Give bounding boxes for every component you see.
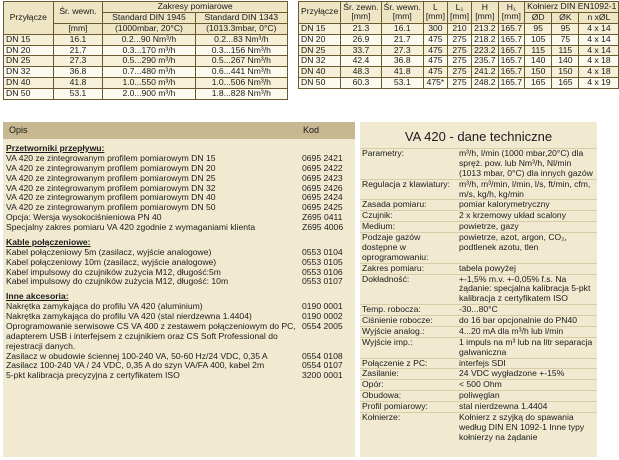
table-cell: 300	[423, 23, 447, 34]
item-code: 0695 2426	[302, 182, 343, 193]
item-description: Nakrętka zamykająca do profilu VA 420 (aluminium)	[6, 301, 203, 312]
table-cell: 0.5...267 Nm³/h	[195, 56, 287, 67]
table-cell: 1.0...506 Nm³/h	[195, 78, 287, 89]
spec-row	[360, 390, 597, 401]
table-cell: 1.8...828 Nm³/h	[195, 89, 287, 100]
list-item	[3, 371, 355, 381]
table-cell: 210	[447, 23, 471, 34]
table-cell: DN 40	[299, 67, 341, 78]
specs-title: VA 420 - dane techniczne	[360, 122, 597, 148]
table-cell: 4 x 14	[579, 23, 619, 34]
item-description: Zasilacz 100-240 VA / 24 VDC, 0,35 A do szyn VA/FA 400, kabel 2m	[6, 360, 265, 371]
spec-row	[360, 148, 597, 179]
table-cell: 95	[525, 23, 552, 34]
table-cell: 41.8	[53, 78, 103, 89]
spec-label: Podzaje gazów dostępne w oprogramowaniu:	[362, 232, 429, 262]
section-title: Kable połączeniowe:	[6, 236, 91, 247]
item-code: 0554 0107	[302, 360, 343, 371]
spec-row	[360, 326, 597, 337]
table-row	[299, 34, 619, 45]
table-row	[299, 67, 619, 78]
col-din1945-cond: (1000mbar, 20°C)	[103, 23, 195, 34]
measuring-ranges-table	[3, 1, 288, 100]
spec-row	[360, 315, 597, 326]
table-cell: 42.4	[341, 56, 381, 67]
table-cell: 165	[552, 78, 579, 89]
table-cell: 275	[447, 78, 471, 89]
spec-value: < 500 Ohm	[459, 379, 502, 390]
table-cell: 115	[552, 45, 579, 56]
item-code: 0553 0107	[302, 276, 343, 287]
table-cell: DN 50	[299, 78, 341, 89]
col-inner-diameter: Śr. wewn. [mm]	[381, 2, 423, 24]
section-title: Przetworniki przepływu:	[6, 143, 105, 153]
item-code: 0695 2424	[302, 192, 343, 203]
item-code: 3200 0001	[302, 370, 343, 381]
item-description: VA 420 ze zintegrowanym profilem pomiarowym DN 40	[6, 192, 216, 203]
table-cell: DN 15	[4, 34, 54, 45]
section-title: Inne akcesoria:	[6, 291, 69, 302]
item-description: Specjalny zakres pomiaru VA 420 zgodnie z wymaganiami klienta	[6, 222, 256, 232]
spec-row	[360, 221, 597, 232]
order-header-desc: Opis	[9, 125, 28, 136]
table-cell: 0.7...480 m³/h	[103, 67, 195, 78]
table-row	[4, 56, 288, 67]
spec-row	[360, 199, 597, 210]
table-cell: 235.7	[472, 56, 499, 67]
spec-value: 2 x krzemowy układ scalony	[459, 210, 566, 221]
spec-label: Dokładność:	[362, 273, 410, 284]
table-cell: DN 20	[299, 34, 341, 45]
table-cell: 21.3	[341, 23, 381, 34]
table-cell: 140	[525, 56, 552, 67]
table-row	[299, 45, 619, 56]
spec-row	[360, 368, 597, 379]
list-item	[3, 322, 355, 352]
col-D: ØD	[525, 12, 552, 23]
table-cell: 0.3...156 Nm³/h	[195, 45, 287, 56]
spec-label: Wyjście analog.:	[362, 325, 425, 336]
spec-value: -30...80°C	[459, 304, 498, 315]
item-description: Oprogramowanie serwisowe CS VA 400 z zestawem połączeniowym do PC, adapterem USB i interfejsem z czujnikiem oraz CS Soft Professional do rejestracji danych.	[6, 320, 296, 351]
item-code: 0695 2423	[302, 172, 343, 183]
spec-row	[360, 379, 597, 390]
spec-label: Kołnierze:	[362, 411, 401, 422]
list-item	[3, 223, 355, 233]
table-cell: 213.2	[472, 23, 499, 34]
table-cell: 41.8	[381, 67, 423, 78]
table-row	[4, 78, 288, 89]
spec-value: tabela powyżej	[459, 262, 516, 273]
spec-row	[360, 401, 597, 412]
table-row	[4, 67, 288, 78]
table-cell: 36.8	[381, 56, 423, 67]
table-cell: 0.6...441 Nm³/h	[195, 67, 287, 78]
table-cell: 0.5...290 m³/h	[103, 56, 195, 67]
table-cell: 0.3...170 m³/h	[103, 45, 195, 56]
order-list	[3, 142, 355, 381]
item-description: Opcja: Wersja wysokociśnieniowa PN 40	[6, 212, 162, 223]
spec-row	[360, 412, 597, 443]
item-code: 0554 2005	[302, 320, 343, 331]
col-ranges: Zakresy pomiarowe	[103, 2, 288, 13]
table-cell: 475*	[423, 78, 447, 89]
table-cell: 16.1	[381, 23, 423, 34]
table-cell: 53.1	[381, 78, 423, 89]
table-row	[299, 78, 619, 89]
table-row	[299, 56, 619, 67]
item-description: Kabel impulsowy do czujników zużycia M12, długość:5m	[6, 266, 221, 277]
table-cell: 27.3	[53, 56, 103, 67]
table-cell: 4 x 18	[579, 67, 619, 78]
table-row	[4, 89, 288, 100]
table-cell: 60.3	[341, 78, 381, 89]
col-inner-diameter: Śr. wewn.	[53, 2, 103, 24]
col-connection: Przyłącze	[4, 2, 54, 35]
table-cell: 241.2	[472, 67, 499, 78]
spec-row	[360, 210, 597, 221]
item-description: VA 420 ze zintegrowanym profilem pomiarowym DN 50	[6, 202, 216, 213]
item-description: VA 420 ze zintegrowanym profilem pomiarowym DN 32	[6, 182, 216, 193]
table-cell: 150	[525, 67, 552, 78]
table-cell: 36.8	[53, 67, 103, 78]
col-holes: n xØL	[579, 12, 619, 23]
table-cell: 475	[423, 56, 447, 67]
table-cell: 218.2	[472, 34, 499, 45]
item-description: Kabel impulsowy do czujników zużycia M12, długość: 10m	[6, 276, 229, 287]
table-cell: 48.3	[341, 67, 381, 78]
table-cell: 33.7	[341, 45, 381, 56]
table-cell: 4 x 18	[579, 56, 619, 67]
item-description: Kabel połączeniowy 5m (zasilacz, wyjście analogowe)	[6, 246, 212, 257]
spec-value: interfejs SDI	[459, 357, 506, 368]
table-cell: 165.7	[498, 34, 525, 45]
spec-value: do 16 bar opcjonalnie do PN40	[459, 315, 578, 325]
spec-value: pomiar kalorymetryczny	[459, 199, 550, 210]
col-H: H [mm]	[472, 2, 499, 24]
table-cell: 4 x 14	[579, 45, 619, 56]
order-header	[3, 122, 355, 139]
col-connection: Przyłącze	[299, 2, 341, 24]
spec-row	[360, 263, 597, 274]
item-code: 0553 0105	[302, 256, 343, 267]
item-description: VA 420 ze zintegrowanym profilem pomiarowym DN 20	[6, 162, 216, 173]
table-cell: DN 50	[4, 89, 54, 100]
col-unit: [mm]	[53, 23, 103, 34]
table-cell: DN 25	[4, 56, 54, 67]
spec-row	[360, 179, 597, 200]
col-collar: Kołnierz DIN EN1092-1	[525, 2, 619, 13]
table-cell: 165.7	[498, 23, 525, 34]
table-cell: 2.0...900 m³/h	[103, 89, 195, 100]
spec-label: Medium:	[362, 221, 395, 232]
spec-label: Temp. robocza:	[362, 304, 421, 315]
table-cell: 115	[525, 45, 552, 56]
table-cell: 248.2	[472, 78, 499, 89]
table-cell: 275	[447, 56, 471, 67]
spec-row	[360, 358, 597, 369]
table-cell: 27.3	[381, 45, 423, 56]
spec-label: Opór:	[362, 379, 384, 390]
table-cell: 95	[552, 23, 579, 34]
spec-value: 4...20 mA dla m³/h lub l/min	[459, 325, 564, 336]
table-cell: 4 x 19	[579, 78, 619, 89]
table-row	[4, 34, 288, 45]
spec-value: powietrze, azot, argon, CO₂, podtlenek azotu, tlen	[459, 232, 567, 252]
spec-value: stal nierdzewna 1.4404	[459, 401, 548, 411]
table-cell: DN 40	[4, 78, 54, 89]
item-code: 0553 0104	[302, 246, 343, 257]
col-H1: H₁ [mm]	[498, 2, 525, 24]
spec-value: poliwęglan	[459, 390, 500, 401]
spec-label: Parametry:	[362, 148, 405, 158]
table-cell: 21.7	[53, 45, 103, 56]
item-description: VA 420 ze zintegrowanym profilem pomiarowym DN 25	[6, 172, 216, 183]
spec-label: Obudowa:	[362, 390, 402, 401]
item-code: 0190 0002	[302, 311, 343, 321]
spec-row	[360, 274, 597, 305]
col-din1343: Standard DIN 1343	[195, 12, 287, 23]
table-cell: 4 x 14	[579, 34, 619, 45]
spec-value: powietrze, gazy	[459, 221, 519, 232]
spec-value: +-1,5% m.v. +-0,05% f.s. Na żądanie: specjalna kalibracja 5-pkt kalibracja z certyfikatem ISO	[459, 273, 591, 304]
item-description: Kabel połączeniowy 10m (zasilacz, wyjście analogowe)	[6, 256, 217, 267]
table-cell: 21.7	[381, 34, 423, 45]
table-cell: 275	[447, 67, 471, 78]
table-cell: 140	[552, 56, 579, 67]
spec-value: m³/h, l/min (1000 mbar,20°C) dla spręż. pow. lub Nm³/h, Nl/min (1013 mbar, 0°C) dla innych gazów	[459, 148, 593, 178]
spec-row	[360, 304, 597, 315]
order-header-code: Kod	[303, 125, 320, 136]
table-cell: 16.1	[53, 34, 103, 45]
table-cell: 53.1	[53, 89, 103, 100]
col-L1: L₁ [mm]	[447, 2, 471, 24]
col-din1945: Standard DIN 1945	[103, 12, 195, 23]
spec-label: Ciśnienie robocze:	[362, 315, 433, 325]
table-cell: 165.7	[498, 56, 525, 67]
item-code: 0695 2421	[302, 152, 343, 163]
spec-value: 1 impuls na m³ lub na litr separacja galwaniczna	[459, 336, 593, 357]
item-code: 0554 0108	[302, 350, 343, 361]
table-cell: DN 25	[299, 45, 341, 56]
item-code: 0553 0106	[302, 266, 343, 277]
table-cell: 275	[447, 34, 471, 45]
table-cell: 475	[423, 45, 447, 56]
spec-label: Regulacja z klawiatury:	[362, 178, 450, 189]
col-L: L [mm]	[423, 2, 447, 24]
item-description: Nakrętka zamykająca do profilu VA 420 (stal nierdzewna 1.4404)	[6, 311, 252, 321]
spec-label: Połączenie z PC:	[362, 357, 428, 368]
col-K: ØK	[552, 12, 579, 23]
item-code: Z695 4006	[302, 222, 344, 232]
table-cell: 1.0...550 m³/h	[103, 78, 195, 89]
list-item	[3, 277, 355, 287]
order-panel	[3, 122, 355, 457]
table-cell: 165.7	[498, 67, 525, 78]
spec-label: Wyjście imp.:	[362, 336, 413, 347]
table-cell: DN 20	[4, 45, 54, 56]
item-description: 5-pkt kalibracja precyzyjna z certyfikatem ISO	[6, 370, 180, 381]
item-code: Z695 0411	[302, 212, 343, 223]
table-cell: 275	[447, 45, 471, 56]
item-code: 0190 0001	[302, 301, 343, 312]
table-cell: 475	[423, 34, 447, 45]
col-outer-diameter: Śr. zewn. [mm]	[341, 2, 381, 24]
table-cell: 223.2	[472, 45, 499, 56]
spec-label: Zakres pomiaru:	[362, 262, 425, 273]
spec-value: m³/h, m³/min, l/min, l/s, ft/min, cfm, m/s, kg/h, kg/min	[459, 178, 591, 199]
dimensions-table	[298, 1, 619, 89]
item-code: 0695 2422	[302, 162, 343, 173]
spec-row	[360, 232, 597, 263]
col-din1343-cond: (1013.3mbar, 0°C)	[195, 23, 287, 34]
table-cell: DN 32	[4, 67, 54, 78]
spec-row	[360, 337, 597, 358]
table-cell: 475	[423, 67, 447, 78]
table-cell: 165	[525, 78, 552, 89]
item-description: Zasilacz w obudowie ściennej 100-240 VA, 50-60 Hz/24 VDC, 0,35 A	[6, 350, 268, 361]
spec-label: Zasada pomiaru:	[362, 199, 427, 210]
table-cell: 165.7	[498, 45, 525, 56]
table-cell: 150	[552, 67, 579, 78]
table-cell: 105	[525, 34, 552, 45]
spec-label: Profil pomiarowy:	[362, 401, 428, 411]
table-row	[4, 45, 288, 56]
table-cell: 75	[552, 34, 579, 45]
table-cell: 0.2...90 Nm³/h	[103, 34, 195, 45]
table-cell: DN 32	[299, 56, 341, 67]
spec-value: 24 VDC wygładzone +-15%	[459, 368, 565, 379]
table-cell: DN 15	[299, 23, 341, 34]
table-cell: 0.2...83 Nm³/h	[195, 34, 287, 45]
table-cell: 165.7	[498, 78, 525, 89]
specs-list	[360, 148, 597, 443]
spec-value: Kołnierz z szyjką do spawania według DIN EN 1092-1 Inne typy kołnierzy na żądanie	[459, 411, 585, 442]
specs-panel	[360, 122, 597, 457]
item-description: VA 420 ze zintegrowanym profilem pomiarowym DN 15	[6, 152, 216, 163]
spec-label: Zasilanie:	[362, 368, 399, 379]
table-cell: 26.9	[341, 34, 381, 45]
table-row	[299, 23, 619, 34]
spec-label: Czujnik:	[362, 210, 393, 221]
item-code: 0695 2425	[302, 202, 343, 213]
